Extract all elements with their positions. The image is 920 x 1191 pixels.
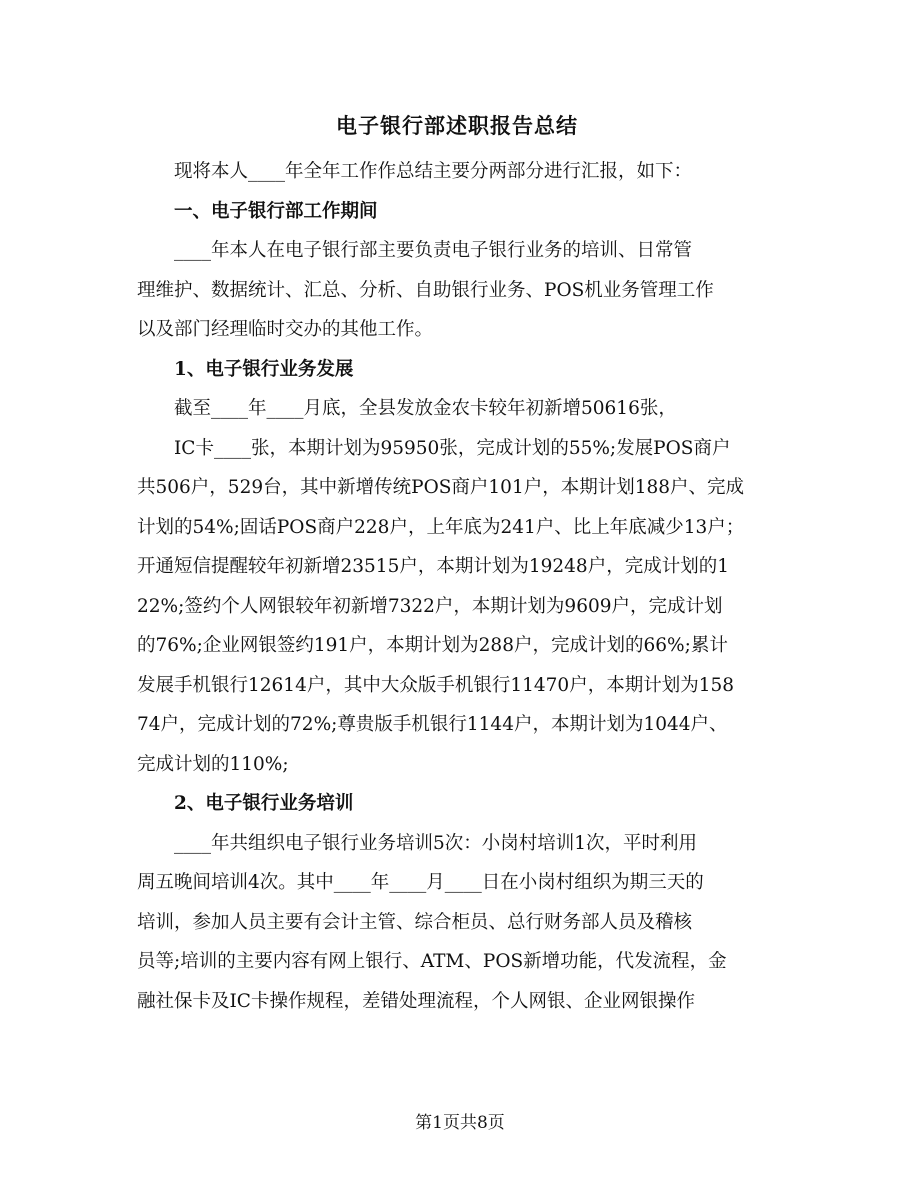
page-number: 第1页共8页 — [415, 1113, 505, 1133]
paragraph-line: 培训，参加人员主要有会计主管、综合柜员、总行财务部人员及稽核 — [137, 911, 693, 933]
paragraph-line: IC卡____张，本期计划为95950张，完成计划的55%;发展POS商户 — [174, 437, 731, 459]
paragraph-line: 完成计划的110%; — [137, 753, 289, 775]
paragraph-line: ____年本人在电子银行部主要负责电子银行业务的培训、日常管 — [174, 240, 693, 261]
subsection-heading-1: 1、电子银行业务发展 — [174, 358, 354, 380]
paragraph-line: 的76%;企业网银签约191户，本期计划为288户，完成计划的66%;累计 — [137, 635, 728, 656]
document-title: 电子银行部述职报告总结 — [336, 113, 578, 138]
paragraph-line: 共506户，529台，其中新增传统POS商户101户，本期计划188户、完成 — [137, 477, 745, 498]
paragraph-line: 融社保卡及IC卡操作规程，差错处理流程，个人网银、企业网银操作 — [137, 990, 695, 1012]
document-body — [137, 152, 777, 1021]
subsection-heading-2: 2、电子银行业务培训 — [174, 793, 354, 814]
paragraph-line: 周五晚间培训4次。其中____年____月____日在小岗村组织为期三天的 — [137, 872, 704, 893]
paragraph-line: 开通短信提醒较年初新增23515户，本期计划为19248户，完成计划的1 — [137, 556, 729, 577]
paragraph-line: 发展手机银行12614户，其中大众版手机银行11470户，本期计划为158 — [137, 674, 735, 696]
paragraph-line: 截至____年____月底，全县发放金农卡较年初新增50616张， — [174, 398, 677, 419]
paragraph-line: 员等;培训的主要内容有网上银行、ATM、POS新增功能，代发流程，金 — [137, 951, 727, 972]
section-heading-1: 一、电子银行部工作期间 — [174, 200, 378, 222]
paragraph-line: ____年共组织电子银行业务培训5次：小岗村培训1次，平时利用 — [174, 832, 698, 854]
paragraph-line: 计划的54%;固话POS商户228户，上年底为241户、比上年底减少13户； — [137, 516, 745, 538]
paragraph-line: 以及部门经理临时交办的其他工作。 — [137, 319, 434, 340]
intro-paragraph: 现将本人____年全年工作作总结主要分两部分进行汇报，如下： — [174, 161, 693, 182]
paragraph-line: 理维护、数据统计、汇总、分析、自助银行业务、POS机业务管理工作 — [137, 279, 714, 301]
paragraph-line: 22%;签约个人网银较年初新增7322户，本期计划为9609户，完成计划 — [137, 595, 723, 617]
paragraph-line: 74户，完成计划的72%;尊贵版手机银行1144户，本期计划为1044户、 — [137, 714, 728, 735]
